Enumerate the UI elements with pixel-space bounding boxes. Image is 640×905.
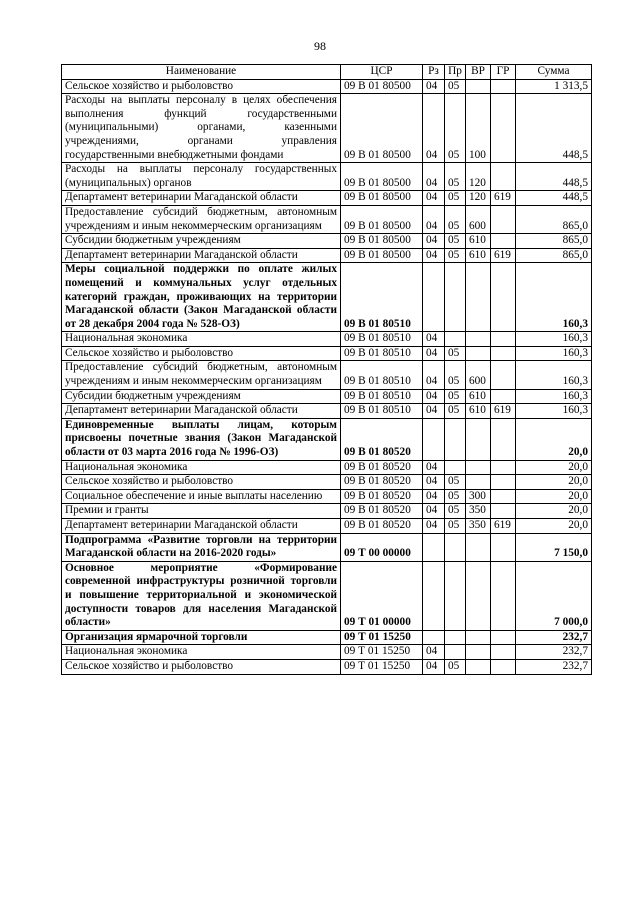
cell-gr bbox=[491, 460, 516, 475]
cell-csr: 09 Т 01 15250 bbox=[341, 630, 423, 645]
cell-sum: 20,0 bbox=[516, 489, 592, 504]
cell-vr: 120 bbox=[466, 191, 491, 206]
cell-name: Расходы на выплаты персоналу государственных (муниципальных) органов bbox=[62, 163, 341, 191]
cell-sum: 160,3 bbox=[516, 389, 592, 404]
table-row bbox=[62, 163, 592, 191]
cell-pr: 05 bbox=[445, 519, 466, 534]
cell-name: Меры социальной поддержки по оплате жилых помещений и коммунальных услуг отдельных категорий граждан, проживающих на территории Магаданской области (Закон Магаданской области от 28 декабря 2004 года № 528-ОЗ) bbox=[62, 263, 341, 332]
table-row bbox=[62, 332, 592, 347]
cell-sum: 232,7 bbox=[516, 645, 592, 660]
cell-name: Организация ярмарочной торговли bbox=[62, 630, 341, 645]
cell-csr: 09 В 01 80500 bbox=[341, 234, 423, 249]
cell-gr: 619 bbox=[491, 519, 516, 534]
cell-rz: 04 bbox=[423, 404, 445, 419]
cell-pr bbox=[445, 460, 466, 475]
table-row bbox=[62, 79, 592, 94]
cell-csr: 09 В 01 80520 bbox=[341, 460, 423, 475]
cell-gr bbox=[491, 489, 516, 504]
cell-gr bbox=[491, 504, 516, 519]
cell-csr: 09 В 01 80510 bbox=[341, 389, 423, 404]
table-row bbox=[62, 533, 592, 561]
cell-sum: 7 000,0 bbox=[516, 561, 592, 630]
table-row bbox=[62, 389, 592, 404]
cell-csr: 09 В 01 80520 bbox=[341, 519, 423, 534]
table-row bbox=[62, 248, 592, 263]
cell-vr bbox=[466, 475, 491, 490]
cell-name: Единовременные выплаты лицам, которым присвоены почетные звания (Закон Магаданской области от 03 марта 2016 года № 1996-ОЗ) bbox=[62, 418, 341, 460]
cell-name: Департамент ветеринарии Магаданской области bbox=[62, 519, 341, 534]
cell-sum: 7 150,0 bbox=[516, 533, 592, 561]
cell-rz: 04 bbox=[423, 361, 445, 389]
cell-name: Департамент ветеринарии Магаданской области bbox=[62, 404, 341, 419]
cell-pr: 05 bbox=[445, 346, 466, 361]
cell-vr bbox=[466, 630, 491, 645]
cell-csr: 09 Т 01 00000 bbox=[341, 561, 423, 630]
cell-gr bbox=[491, 79, 516, 94]
header-gr: ГР bbox=[491, 65, 516, 80]
cell-gr bbox=[491, 234, 516, 249]
cell-pr: 05 bbox=[445, 504, 466, 519]
cell-rz: 04 bbox=[423, 460, 445, 475]
cell-pr: 05 bbox=[445, 163, 466, 191]
cell-gr bbox=[491, 332, 516, 347]
cell-rz bbox=[423, 263, 445, 332]
cell-gr bbox=[491, 561, 516, 630]
cell-rz: 04 bbox=[423, 234, 445, 249]
table-row bbox=[62, 94, 592, 163]
cell-rz: 04 bbox=[423, 659, 445, 674]
cell-csr: 09 В 01 80510 bbox=[341, 346, 423, 361]
cell-csr: 09 Т 01 15250 bbox=[341, 645, 423, 660]
cell-name: Расходы на выплаты персоналу в целях обеспечения выполнения функций государственными (муниципальными) органами, казенными учреждениями, органами управления государственными внебюджетными фондами bbox=[62, 94, 341, 163]
cell-name: Департамент ветеринарии Магаданской области bbox=[62, 191, 341, 206]
cell-vr bbox=[466, 460, 491, 475]
cell-rz: 04 bbox=[423, 645, 445, 660]
cell-vr bbox=[466, 346, 491, 361]
cell-name: Сельское хозяйство и рыболовство bbox=[62, 475, 341, 490]
cell-vr bbox=[466, 659, 491, 674]
cell-csr: 09 В 01 80520 bbox=[341, 475, 423, 490]
cell-vr: 350 bbox=[466, 519, 491, 534]
cell-pr: 05 bbox=[445, 94, 466, 163]
cell-name: Национальная экономика bbox=[62, 645, 341, 660]
cell-sum: 20,0 bbox=[516, 460, 592, 475]
cell-rz: 04 bbox=[423, 248, 445, 263]
cell-vr: 100 bbox=[466, 94, 491, 163]
cell-name: Предоставление субсидий бюджетным, автономным учреждениям и иным некоммерческим организациям bbox=[62, 205, 341, 233]
table-row bbox=[62, 418, 592, 460]
cell-vr: 350 bbox=[466, 504, 491, 519]
cell-sum: 160,3 bbox=[516, 404, 592, 419]
cell-csr: 09 Т 01 15250 bbox=[341, 659, 423, 674]
cell-csr: 09 Т 00 00000 bbox=[341, 533, 423, 561]
cell-csr: 09 В 01 80520 bbox=[341, 504, 423, 519]
cell-vr bbox=[466, 418, 491, 460]
cell-pr: 05 bbox=[445, 248, 466, 263]
cell-pr: 05 bbox=[445, 404, 466, 419]
cell-rz bbox=[423, 561, 445, 630]
cell-rz: 04 bbox=[423, 489, 445, 504]
cell-rz: 04 bbox=[423, 389, 445, 404]
cell-rz bbox=[423, 418, 445, 460]
cell-name: Департамент ветеринарии Магаданской области bbox=[62, 248, 341, 263]
header-rz: Рз bbox=[423, 65, 445, 80]
cell-sum: 20,0 bbox=[516, 519, 592, 534]
cell-gr bbox=[491, 263, 516, 332]
header-csr: ЦСР bbox=[341, 65, 423, 80]
cell-name: Социальное обеспечение и иные выплаты населению bbox=[62, 489, 341, 504]
cell-vr: 120 bbox=[466, 163, 491, 191]
cell-csr: 09 В 01 80500 bbox=[341, 191, 423, 206]
cell-name: Сельское хозяйство и рыболовство bbox=[62, 79, 341, 94]
cell-sum: 232,7 bbox=[516, 630, 592, 645]
table-row bbox=[62, 630, 592, 645]
cell-gr bbox=[491, 361, 516, 389]
cell-name: Субсидии бюджетным учреждениям bbox=[62, 389, 341, 404]
cell-csr: 09 В 01 80510 bbox=[341, 263, 423, 332]
header-sum: Сумма bbox=[516, 65, 592, 80]
table-row bbox=[62, 404, 592, 419]
cell-sum: 448,5 bbox=[516, 94, 592, 163]
cell-csr: 09 В 01 80500 bbox=[341, 163, 423, 191]
cell-gr bbox=[491, 475, 516, 490]
table-row bbox=[62, 561, 592, 630]
cell-name: Национальная экономика bbox=[62, 460, 341, 475]
cell-sum: 20,0 bbox=[516, 504, 592, 519]
table-row bbox=[62, 475, 592, 490]
cell-rz: 04 bbox=[423, 191, 445, 206]
cell-sum: 160,3 bbox=[516, 332, 592, 347]
cell-name: Сельское хозяйство и рыболовство bbox=[62, 346, 341, 361]
cell-sum: 865,0 bbox=[516, 248, 592, 263]
cell-vr: 610 bbox=[466, 248, 491, 263]
cell-csr: 09 В 01 80520 bbox=[341, 489, 423, 504]
cell-csr: 09 В 01 80500 bbox=[341, 248, 423, 263]
table-row bbox=[62, 263, 592, 332]
cell-pr bbox=[445, 645, 466, 660]
cell-gr: 619 bbox=[491, 191, 516, 206]
cell-pr: 05 bbox=[445, 389, 466, 404]
page-number: 98 bbox=[314, 39, 326, 53]
cell-sum: 160,3 bbox=[516, 346, 592, 361]
cell-sum: 232,7 bbox=[516, 659, 592, 674]
table-row bbox=[62, 460, 592, 475]
cell-rz: 04 bbox=[423, 475, 445, 490]
cell-vr: 610 bbox=[466, 389, 491, 404]
cell-vr bbox=[466, 561, 491, 630]
cell-vr bbox=[466, 533, 491, 561]
cell-csr: 09 В 01 80510 bbox=[341, 361, 423, 389]
cell-rz: 04 bbox=[423, 346, 445, 361]
cell-vr bbox=[466, 79, 491, 94]
cell-pr bbox=[445, 561, 466, 630]
cell-name: Подпрограмма «Развитие торговли на территории Магаданской области на 2016-2020 годы» bbox=[62, 533, 341, 561]
cell-pr: 05 bbox=[445, 205, 466, 233]
cell-vr bbox=[466, 263, 491, 332]
cell-rz: 04 bbox=[423, 163, 445, 191]
table-row bbox=[62, 645, 592, 660]
cell-sum: 448,5 bbox=[516, 191, 592, 206]
cell-sum: 448,5 bbox=[516, 163, 592, 191]
table-row bbox=[62, 234, 592, 249]
cell-sum: 1 313,5 bbox=[516, 79, 592, 94]
cell-sum: 160,3 bbox=[516, 263, 592, 332]
cell-name: Премии и гранты bbox=[62, 504, 341, 519]
cell-sum: 160,3 bbox=[516, 361, 592, 389]
cell-pr: 05 bbox=[445, 489, 466, 504]
cell-vr: 600 bbox=[466, 361, 491, 389]
cell-pr: 05 bbox=[445, 659, 466, 674]
cell-name: Сельское хозяйство и рыболовство bbox=[62, 659, 341, 674]
cell-sum: 865,0 bbox=[516, 205, 592, 233]
cell-rz bbox=[423, 630, 445, 645]
cell-pr bbox=[445, 263, 466, 332]
cell-sum: 20,0 bbox=[516, 475, 592, 490]
cell-csr: 09 В 01 80500 bbox=[341, 79, 423, 94]
cell-vr: 300 bbox=[466, 489, 491, 504]
cell-vr: 600 bbox=[466, 205, 491, 233]
cell-gr: 619 bbox=[491, 404, 516, 419]
cell-gr bbox=[491, 533, 516, 561]
cell-pr: 05 bbox=[445, 475, 466, 490]
table-row bbox=[62, 361, 592, 389]
cell-csr: 09 В 01 80520 bbox=[341, 418, 423, 460]
cell-gr bbox=[491, 645, 516, 660]
cell-csr: 09 В 01 80510 bbox=[341, 332, 423, 347]
cell-gr bbox=[491, 205, 516, 233]
cell-gr bbox=[491, 346, 516, 361]
cell-csr: 09 В 01 80500 bbox=[341, 205, 423, 233]
cell-name: Предоставление субсидий бюджетным, автономным учреждениям и иным некоммерческим организациям bbox=[62, 361, 341, 389]
cell-gr: 619 bbox=[491, 248, 516, 263]
cell-gr bbox=[491, 630, 516, 645]
cell-csr: 09 В 01 80510 bbox=[341, 404, 423, 419]
header-vr: ВР bbox=[466, 65, 491, 80]
table-row bbox=[62, 489, 592, 504]
table-body bbox=[62, 79, 592, 674]
table-header-row bbox=[62, 65, 592, 80]
cell-pr: 05 bbox=[445, 361, 466, 389]
cell-pr: 05 bbox=[445, 191, 466, 206]
header-name: Наименование bbox=[62, 65, 341, 80]
cell-pr bbox=[445, 332, 466, 347]
cell-rz: 04 bbox=[423, 205, 445, 233]
cell-rz: 04 bbox=[423, 94, 445, 163]
budget-table bbox=[61, 64, 592, 675]
cell-pr: 05 bbox=[445, 79, 466, 94]
cell-vr bbox=[466, 645, 491, 660]
cell-gr bbox=[491, 389, 516, 404]
cell-gr bbox=[491, 163, 516, 191]
cell-rz: 04 bbox=[423, 504, 445, 519]
cell-name: Субсидии бюджетным учреждениям bbox=[62, 234, 341, 249]
cell-gr bbox=[491, 418, 516, 460]
cell-vr: 610 bbox=[466, 404, 491, 419]
cell-vr: 610 bbox=[466, 234, 491, 249]
cell-sum: 20,0 bbox=[516, 418, 592, 460]
table-row bbox=[62, 659, 592, 674]
cell-gr bbox=[491, 94, 516, 163]
cell-rz: 04 bbox=[423, 519, 445, 534]
cell-name: Национальная экономика bbox=[62, 332, 341, 347]
cell-rz: 04 bbox=[423, 332, 445, 347]
cell-sum: 865,0 bbox=[516, 234, 592, 249]
table-row bbox=[62, 346, 592, 361]
table-row bbox=[62, 519, 592, 534]
cell-gr bbox=[491, 659, 516, 674]
cell-csr: 09 В 01 80500 bbox=[341, 94, 423, 163]
cell-vr bbox=[466, 332, 491, 347]
header-pr: Пр bbox=[445, 65, 466, 80]
cell-name: Основное мероприятие «Формирование современной инфраструктуры розничной торговли и повышение территориальной и экономической доступности товаров для населения Магаданской области» bbox=[62, 561, 341, 630]
table-row bbox=[62, 191, 592, 206]
cell-pr bbox=[445, 533, 466, 561]
cell-pr bbox=[445, 630, 466, 645]
cell-pr: 05 bbox=[445, 234, 466, 249]
table-row bbox=[62, 504, 592, 519]
table-row bbox=[62, 205, 592, 233]
cell-pr bbox=[445, 418, 466, 460]
cell-rz bbox=[423, 533, 445, 561]
cell-rz: 04 bbox=[423, 79, 445, 94]
